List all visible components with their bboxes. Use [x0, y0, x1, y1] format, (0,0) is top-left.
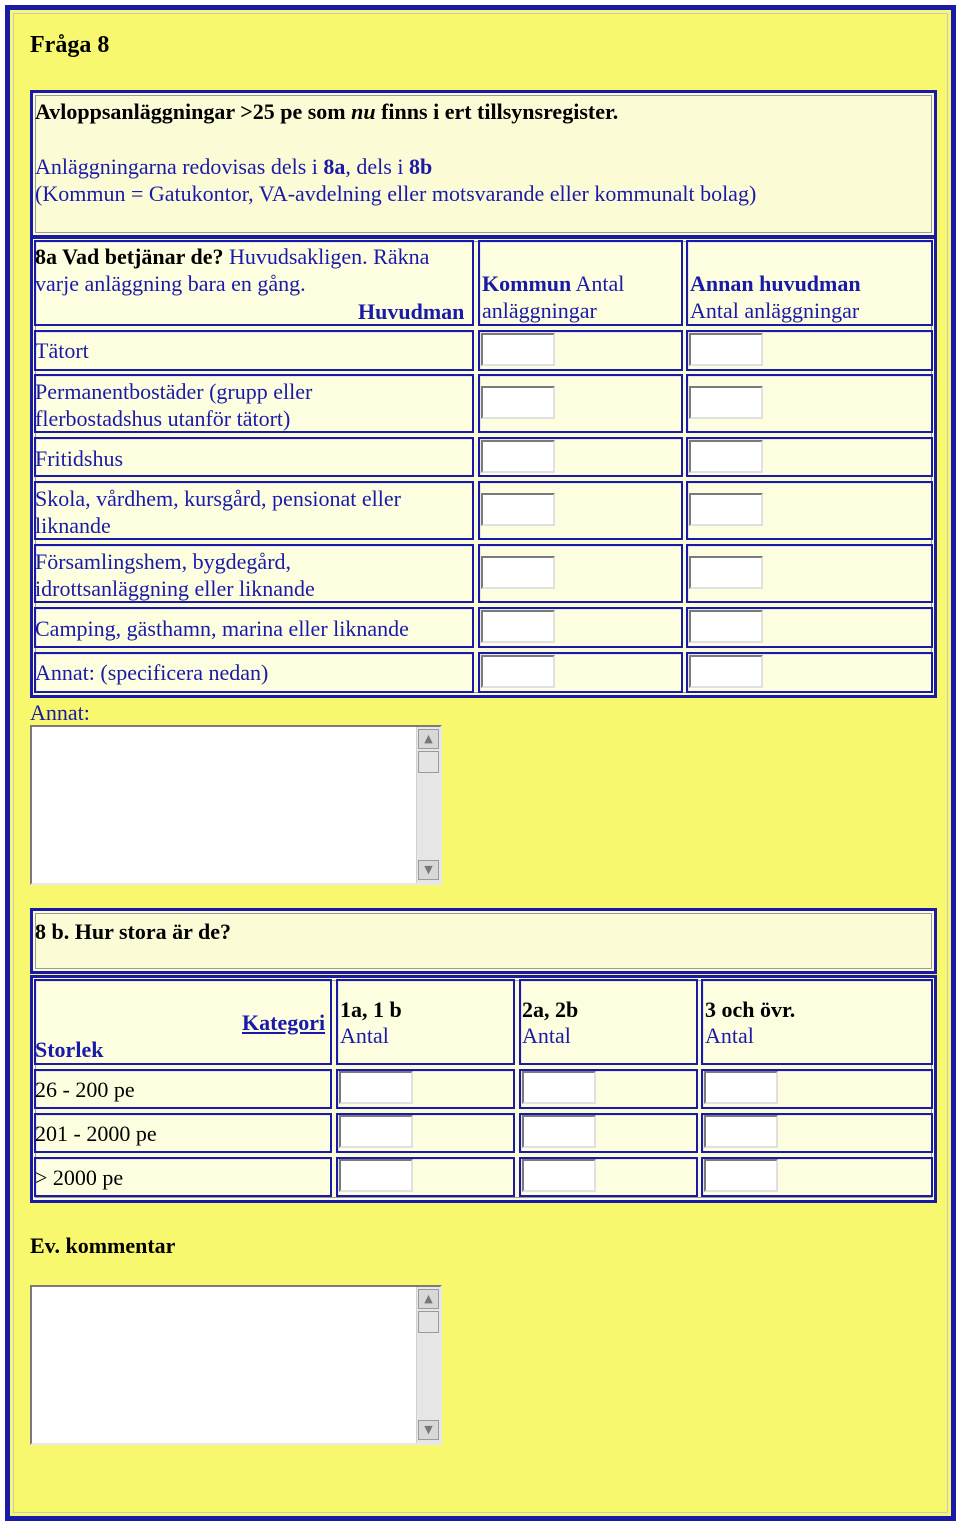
- input-annan-tatort[interactable]: [689, 333, 763, 366]
- scroll-up-icon[interactable]: ▲: [418, 729, 439, 749]
- input-201-2000-cat-2[interactable]: [522, 1115, 596, 1148]
- row-label: Permanentbostäder (grupp eller: [35, 379, 313, 404]
- row-label-line-2: liknande: [35, 513, 111, 538]
- col-annan-header-line-2: Antal anläggningar: [690, 298, 860, 323]
- size-label: 26 - 200 pe: [35, 1077, 135, 1102]
- scroll-down-icon[interactable]: ▼: [418, 860, 439, 880]
- input-kommun-permanentbostader[interactable]: [481, 386, 555, 419]
- comment-label: Ev. kommentar: [30, 1233, 176, 1258]
- row-label: Församlingshem, bygdegård,: [35, 549, 292, 574]
- section-8b-title: 8 b. Hur stora är de?: [35, 919, 231, 944]
- input-26-200-cat-2[interactable]: [522, 1071, 596, 1104]
- input-over-2000-cat-3[interactable]: [704, 1159, 778, 1192]
- row-label-line-2: idrottsanläggning eller liknande: [35, 576, 315, 601]
- col-cat-1-label: 1a, 1 b: [340, 997, 402, 1022]
- input-kommun-tatort[interactable]: [481, 333, 555, 366]
- input-kommun-camping[interactable]: [481, 610, 555, 643]
- input-26-200-cat-3[interactable]: [704, 1071, 778, 1104]
- kategori-link[interactable]: Kategori: [242, 1010, 326, 1035]
- row-label: Camping, gästhamn, marina eller liknande: [35, 616, 409, 641]
- size-label: > 2000 pe: [35, 1165, 124, 1190]
- scrollbar[interactable]: [416, 727, 440, 883]
- intro-heading: Avloppsanläggningar >25 pe som nu finns i ert tillsynsregister.: [35, 99, 619, 124]
- input-annan-skola[interactable]: [689, 493, 763, 526]
- scroll-up-icon[interactable]: ▲: [418, 1289, 439, 1309]
- question-8a: 8a Vad betjänar de? Huvudsakligen. Räkna: [35, 244, 430, 269]
- input-201-2000-cat-3[interactable]: [704, 1115, 778, 1148]
- input-201-2000-cat-1[interactable]: [339, 1115, 413, 1148]
- col-cat-3-label: 3 och övr.: [705, 997, 796, 1022]
- input-kommun-fritidshus[interactable]: [481, 440, 555, 473]
- input-annan-camping[interactable]: [689, 610, 763, 643]
- size-label: 201 - 2000 pe: [35, 1121, 157, 1146]
- col-kommun-header-line-2: anläggningar: [482, 298, 597, 323]
- row-label: Skola, vårdhem, kursgård, pensionat eller: [35, 486, 401, 511]
- comment-textarea[interactable]: [32, 1287, 416, 1443]
- scrollbar[interactable]: [416, 1287, 440, 1443]
- input-annan-fritidshus[interactable]: [689, 440, 763, 473]
- input-kommun-annat[interactable]: [481, 655, 555, 688]
- intro-line-1: Anläggningarna redovisas dels i 8a, dels i 8b: [35, 154, 433, 179]
- input-over-2000-cat-1[interactable]: [339, 1159, 413, 1192]
- row-label: Annat: (specificera nedan): [35, 660, 269, 685]
- col-cat-2-sub: Antal: [522, 1023, 571, 1048]
- scroll-down-icon[interactable]: ▼: [418, 1420, 439, 1440]
- scroll-thumb[interactable]: [418, 751, 439, 773]
- input-over-2000-cat-2[interactable]: [522, 1159, 596, 1192]
- scroll-thumb[interactable]: [418, 1311, 439, 1333]
- row-label-line-2: flerbostadshus utanför tätort): [35, 406, 291, 431]
- storlek-label: Storlek: [35, 1037, 104, 1062]
- input-annan-forsamlingshem[interactable]: [689, 556, 763, 589]
- col-cat-2-label: 2a, 2b: [522, 997, 579, 1022]
- col-cat-1-sub: Antal: [340, 1023, 389, 1048]
- question-title: Fråga 8: [30, 32, 110, 58]
- input-kommun-forsamlingshem[interactable]: [481, 556, 555, 589]
- input-annan-annat[interactable]: [689, 655, 763, 688]
- input-26-200-cat-1[interactable]: [339, 1071, 413, 1104]
- question-8a-line-2: varje anläggning bara en gång.: [35, 271, 306, 296]
- col-cat-3-sub: Antal: [705, 1023, 754, 1048]
- huvudman-label: Huvudman: [358, 299, 465, 324]
- row-label: Tätort: [35, 338, 89, 363]
- intro-line-2: (Kommun = Gatukontor, VA-avdelning eller motsvarande eller kommunalt bolag): [35, 181, 757, 206]
- annat-label: Annat:: [30, 700, 90, 725]
- annat-textarea-wrapper: [30, 725, 442, 885]
- comment-textarea-wrapper: [30, 1285, 442, 1445]
- annat-textarea[interactable]: [32, 727, 416, 883]
- input-annan-permanentbostader[interactable]: [689, 386, 763, 419]
- col-kommun-header: Kommun Antal: [482, 271, 625, 296]
- col-annan-header: Annan huvudman: [690, 271, 861, 296]
- input-kommun-skola[interactable]: [481, 493, 555, 526]
- table-row: [34, 330, 474, 371]
- row-label: Fritidshus: [35, 446, 124, 471]
